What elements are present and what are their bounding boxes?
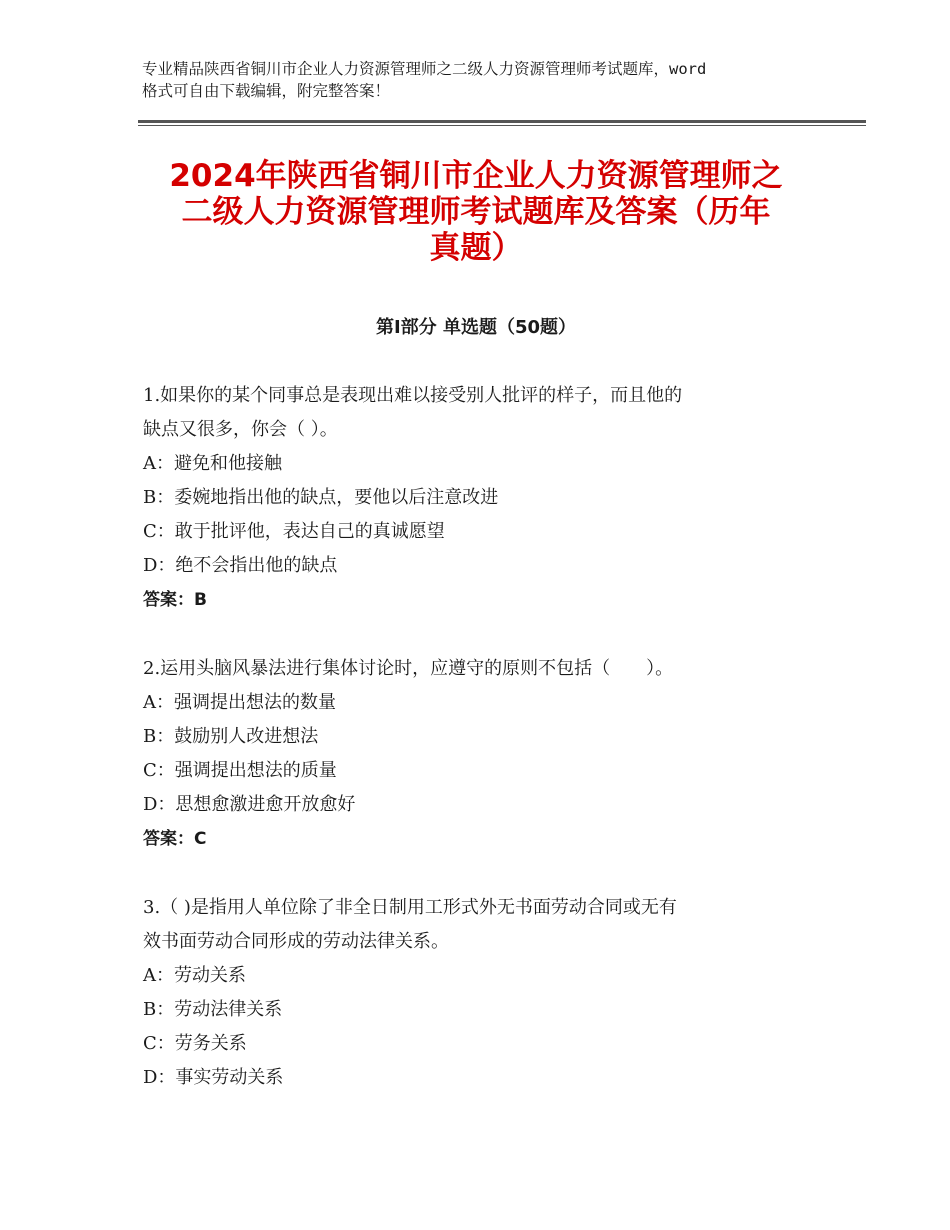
question-1: [143, 379, 823, 617]
option-a: A：劳动关系: [143, 965, 246, 986]
question-stem: 2.运用头脑风暴法进行集体讨论时，应遵守的原则不包括（ ）。: [143, 658, 674, 679]
header-rule: [138, 120, 866, 123]
option-c: C：劳务关系: [143, 1033, 247, 1054]
title-line: 真题）: [429, 230, 523, 266]
option-a: A：强调提出想法的数量: [143, 692, 336, 713]
option-c: C：强调提出想法的质量: [143, 760, 337, 781]
question-stem: 1.如果你的某个同事总是表现出难以接受别人批评的样子，而且他的: [143, 385, 683, 406]
option-c: C：敢于批评他，表达自己的真诚愿望: [143, 521, 445, 542]
title-line: 二级人力资源管理师考试题库及答案（历年: [181, 194, 771, 230]
section-title: 第Ⅰ部分 单选题（50题）: [375, 317, 576, 338]
header-note-line: 专业精品陕西省铜川市企业人力资源管理师之二级人力资源管理师考试题库，word: [142, 60, 707, 78]
question-2: [143, 652, 823, 856]
header-note-line: 格式可自由下载编辑，附完整答案！: [142, 82, 391, 100]
answer: 答案：B: [143, 590, 207, 610]
question-stem: 缺点又很多，你会（ ）。: [143, 419, 338, 440]
title-line: 2024年陕西省铜川市企业人力资源管理师之: [169, 158, 783, 194]
option-b: B：委婉地指出他的缺点，要他以后注意改进: [143, 487, 499, 508]
option-b: B：鼓励别人改进想法: [143, 726, 319, 747]
question-stem: 效书面劳动合同形成的劳动法律关系。: [143, 931, 449, 952]
option-d: D：思想愈激进愈开放愈好: [143, 794, 356, 815]
answer: 答案：C: [143, 829, 207, 849]
option-b: B：劳动法律关系: [143, 999, 283, 1020]
option-a: A：避免和他接触: [143, 453, 282, 474]
question-stem: 3.（ )是指用人单位除了非全日制用工形式外无书面劳动合同或无有: [143, 897, 677, 918]
header-note: [142, 58, 822, 102]
document-title: [138, 158, 814, 266]
question-3: [143, 891, 823, 1095]
option-d: D：绝不会指出他的缺点: [143, 555, 338, 576]
option-d: D：事实劳动关系: [143, 1067, 284, 1088]
header-rule-thin: [138, 125, 866, 126]
